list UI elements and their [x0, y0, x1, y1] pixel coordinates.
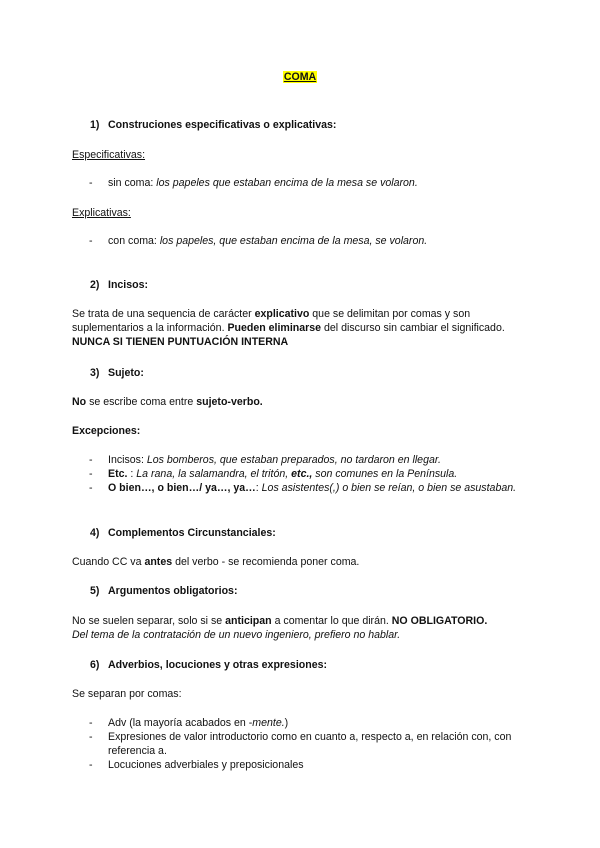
item-prefix: Incisos:	[108, 454, 147, 466]
section-title: Incisos:	[108, 279, 149, 291]
section-4-heading	[90, 526, 550, 540]
adverbios-list	[89, 716, 529, 772]
item-prefix: sin coma:	[108, 177, 157, 189]
text-run: Se trata de una sequencia de carácter	[72, 308, 255, 320]
list-item	[89, 758, 529, 772]
item-prefix-bold: O bien…, o bien…/ ya…, ya…	[108, 482, 256, 494]
section-6-heading	[90, 658, 550, 672]
section-number: 1)	[90, 119, 100, 131]
explicativas-label	[72, 206, 532, 220]
section-number: 4)	[90, 527, 100, 539]
especificativas-label	[72, 148, 532, 162]
text-run: No se suelen separar, solo si se	[72, 615, 226, 627]
item-text: Locuciones adverbiales y preposicionales	[108, 759, 304, 771]
example-sentence: Del tema de la contratación de un nuevo ingeniero, prefiero no hablar.	[72, 629, 401, 641]
list-item	[89, 234, 529, 248]
section-title: Argumentos obligatorios:	[108, 585, 238, 597]
section-title: Construciones especificativas o explicativas:	[108, 119, 337, 131]
item-italic: mente.	[252, 717, 285, 729]
item-colon: :	[255, 482, 262, 494]
section-title: Adverbios, locuciones y otras expresiones:	[108, 659, 328, 671]
text-run: del discurso sin cambiar el significado.	[321, 322, 505, 334]
text-run-bold: anticipan	[225, 615, 272, 627]
item-example: los papeles que estaban encima de la mesa se volaron.	[156, 177, 418, 189]
item-example: Los bomberos, que estaban preparados, no tardaron en llegar.	[146, 454, 441, 466]
incisos-paragraph	[72, 307, 532, 349]
item-text: Adv (la mayoría acabados en -	[108, 717, 253, 729]
explicativas-list	[89, 234, 529, 248]
section-number: 2)	[90, 279, 100, 291]
item-example: son comunes en la Península.	[312, 468, 458, 480]
excepciones-list	[89, 453, 529, 495]
list-item	[89, 481, 529, 495]
section-title: Complementos Circunstanciales:	[108, 527, 276, 539]
item-text: Expresiones de valor introductorio como en cuanto a, respecto a, en relación con, con referencia a.	[108, 731, 512, 757]
text-run-bold: antes	[144, 556, 173, 568]
item-example: La rana, la salamandra, el tritón,	[136, 468, 292, 480]
list-item	[89, 176, 529, 190]
argumentos-paragraph	[72, 614, 532, 642]
item-example-bold: etc.,	[291, 468, 313, 480]
label-text: Especificativas:	[72, 149, 146, 161]
item-prefix-bold: Etc.	[108, 468, 128, 480]
item-text: )	[284, 717, 289, 729]
list-item	[89, 467, 529, 481]
item-example: Los asistentes(,) o bien se reían, o bien se asustaban.	[261, 482, 517, 494]
section-5-heading	[90, 584, 550, 598]
text-run-bold: NUNCA SI TIENEN PUNTUACIÓN INTERNA	[72, 336, 289, 348]
excepciones-label: Excepciones:	[72, 425, 141, 437]
label-text: Explicativas:	[72, 207, 131, 219]
list-item	[89, 730, 529, 758]
list-item	[89, 453, 529, 467]
item-prefix: con coma:	[108, 235, 160, 247]
section-2-heading	[90, 278, 550, 292]
item-example: los papeles, que estaban encima de la mesa, se volaron.	[159, 235, 428, 247]
text-run: a comentar lo que dirán.	[271, 615, 392, 627]
section-number: 5)	[90, 585, 100, 597]
section-number: 6)	[90, 659, 100, 671]
document-title: COMA	[283, 71, 317, 83]
text-run: que se delimitan por comas y son suplementarios a la información.	[72, 308, 471, 334]
section-3-heading	[90, 366, 550, 380]
text-run-bold: Pueden eliminarse	[227, 322, 322, 334]
section-title: Sujeto:	[108, 367, 144, 379]
item-colon: :	[127, 468, 137, 480]
text-run-bold: NO OBLIGATORIO.	[391, 615, 488, 627]
sujeto-paragraph	[72, 395, 532, 409]
text-run: Cuando CC va	[72, 556, 145, 568]
title-container	[0, 70, 600, 84]
cc-paragraph	[72, 555, 532, 569]
section-1-heading	[90, 118, 550, 132]
text-run: se escribe coma entre	[86, 396, 197, 408]
text-run: del verbo - se recomienda poner coma.	[172, 556, 360, 568]
text-run-bold: No	[72, 396, 87, 408]
section-number: 3)	[90, 367, 100, 379]
text-run-bold: sujeto-verbo.	[196, 396, 263, 408]
list-item	[89, 716, 529, 730]
adverbios-intro: Se separan por comas:	[72, 688, 182, 700]
especificativas-list	[89, 176, 529, 190]
text-run-bold: explicativo	[254, 308, 310, 320]
